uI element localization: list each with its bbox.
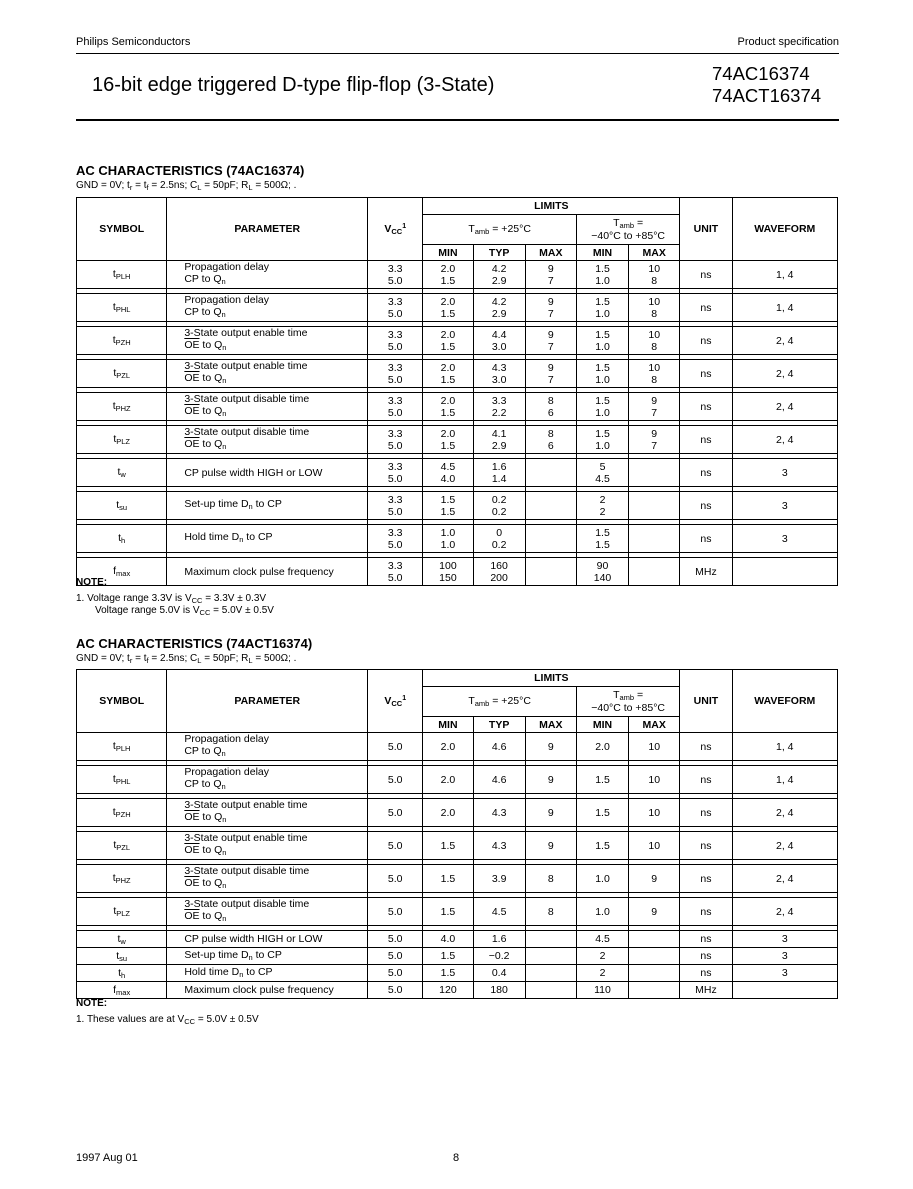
min-cell: 1.5 xyxy=(423,865,473,893)
parameter-cell: 3-State output disable time $\overline{OE}$ to $Q_n$ xyxy=(167,426,368,454)
unit-cell: ns xyxy=(680,492,732,520)
vcc-cell: 5.0 xyxy=(368,948,423,965)
col-typ: TYP xyxy=(473,245,525,261)
min-cell: 100 150 xyxy=(423,558,473,586)
table-row xyxy=(77,799,838,827)
range-max-cell: 10 8 xyxy=(629,360,680,388)
vcc-cell: 5.0 xyxy=(368,766,423,794)
table-row xyxy=(77,832,838,860)
waveform-cell xyxy=(732,982,837,999)
min-cell: 1.5 xyxy=(423,948,473,965)
unit-cell: ns xyxy=(680,965,732,982)
vcc-cell: 5.0 xyxy=(368,898,423,926)
waveform-cell xyxy=(732,558,837,586)
waveform-cell: 1, 4 xyxy=(732,294,837,322)
table-row xyxy=(77,426,838,454)
symbol-cell: $t_{PZL}$ xyxy=(77,360,167,388)
range-min-cell: 1.5 1.0 xyxy=(576,360,628,388)
max-cell: 9 7 xyxy=(525,294,576,322)
min-cell: 1.5 xyxy=(423,832,473,860)
col-t25: $T_{amb} = +25^\circ C$ xyxy=(423,215,577,245)
unit-cell: ns xyxy=(680,832,732,860)
symbol-cell: $t_{PHL}$ xyxy=(77,294,167,322)
range-min-cell: 90 140 xyxy=(576,558,628,586)
symbol-cell: $t_{PHL}$ xyxy=(77,766,167,794)
col-waveform: WAVEFORM xyxy=(732,198,837,261)
parameter-cell: Propagation delay CP to $Q_n$ xyxy=(167,294,368,322)
range-min-cell: 2 xyxy=(576,948,628,965)
parameter-cell: Set-up time $D_n$ to CP xyxy=(167,492,368,520)
range-min-cell: 1.5 1.0 xyxy=(576,327,628,355)
col-min: MIN xyxy=(423,245,473,261)
waveform-cell: 1, 4 xyxy=(732,261,837,289)
waveform-cell: 1, 4 xyxy=(732,766,837,794)
min-cell: 1.5 1.5 xyxy=(423,492,473,520)
range-min-cell: 1.5 1.0 xyxy=(576,261,628,289)
col-vcc: $V_{CC}^1$ xyxy=(368,198,423,261)
parameter-cell: Maximum clock pulse frequency xyxy=(167,982,368,999)
vcc-cell: 5.0 xyxy=(368,832,423,860)
col-unit: UNIT xyxy=(680,670,732,733)
parameter-cell: 3-State output disable time $\overline{OE}$ to $Q_n$ xyxy=(167,898,368,926)
waveform-cell: 2, 4 xyxy=(732,898,837,926)
typ-cell: 1.6 xyxy=(473,931,525,948)
parameter-cell: Propagation delay CP to $Q_n$ xyxy=(167,261,368,289)
range-max-cell: 10 xyxy=(629,766,680,794)
col-waveform: WAVEFORM xyxy=(732,670,837,733)
max-cell xyxy=(525,965,576,982)
unit-cell: ns xyxy=(680,459,732,487)
section1-note-1: 1. Voltage range 3.3V is $V_{CC} = 3.3V \pm 0.3V$ xyxy=(76,593,267,605)
symbol-cell: $t_w$ xyxy=(77,459,167,487)
typ-cell: −0.2 xyxy=(473,948,525,965)
typ-cell: 0.2 0.2 xyxy=(473,492,525,520)
min-cell: 2.0 xyxy=(423,766,473,794)
symbol-cell: $t_{PZH}$ xyxy=(77,799,167,827)
max-cell: 8 6 xyxy=(525,393,576,421)
part-number-1: 74AC16374 xyxy=(712,63,810,84)
footer-date: 1997 Aug 01 xyxy=(76,1152,138,1164)
range-max-cell xyxy=(629,948,680,965)
parameter-cell: Hold time $D_n$ to CP xyxy=(167,525,368,553)
waveform-cell: 2, 4 xyxy=(732,393,837,421)
range-max-cell xyxy=(629,982,680,999)
range-max-cell: 9 xyxy=(629,898,680,926)
max-cell xyxy=(525,459,576,487)
min-cell: 1.0 1.0 xyxy=(423,525,473,553)
symbol-cell: $t_h$ xyxy=(77,965,167,982)
unit-cell: ns xyxy=(680,525,732,553)
col-symbol: SYMBOL xyxy=(77,198,167,261)
table-row xyxy=(77,982,838,999)
waveform-cell: 3 xyxy=(732,948,837,965)
parameter-cell: 3-State output disable time $\overline{OE}$ to $Q_n$ xyxy=(167,865,368,893)
max-cell: 8 xyxy=(525,865,576,893)
waveform-cell: 2, 4 xyxy=(732,799,837,827)
parameter-cell: Propagation delay CP to $Q_n$ xyxy=(167,733,368,761)
typ-cell: 0 0.2 xyxy=(473,525,525,553)
vcc-cell: 5.0 xyxy=(368,865,423,893)
table-row xyxy=(77,327,838,355)
col-range-min: MIN xyxy=(576,245,628,261)
table-row xyxy=(77,733,838,761)
col-unit: UNIT xyxy=(680,198,732,261)
symbol-cell: $t_{su}$ xyxy=(77,492,167,520)
unit-cell: MHz xyxy=(680,982,732,999)
symbol-cell: $t_{PHZ}$ xyxy=(77,393,167,421)
header-rule xyxy=(76,53,839,54)
parameter-cell: 3-State output enable time $\overline{OE}$ to $Q_n$ xyxy=(167,832,368,860)
section2-note-1: 1. These values are at $V_{CC} = 5.0V \pm 0.5V$ xyxy=(76,1014,259,1026)
min-cell: 2.0 1.5 xyxy=(423,393,473,421)
symbol-cell: $t_{PHZ}$ xyxy=(77,865,167,893)
unit-cell: ns xyxy=(680,898,732,926)
unit-cell: ns xyxy=(680,931,732,948)
range-min-cell: 1.5 xyxy=(576,799,628,827)
typ-cell: 4.3 xyxy=(473,832,525,860)
unit-cell: ns xyxy=(680,865,732,893)
max-cell xyxy=(525,982,576,999)
range-max-cell xyxy=(629,525,680,553)
waveform-cell: 3 xyxy=(732,459,837,487)
section2-note-heading: NOTE: xyxy=(76,998,108,1009)
max-cell: 9 xyxy=(525,799,576,827)
range-max-cell xyxy=(629,492,680,520)
table-row xyxy=(77,492,838,520)
col-max: MAX xyxy=(525,717,576,733)
table-row xyxy=(77,766,838,794)
unit-cell: ns xyxy=(680,733,732,761)
parameter-cell: CP pulse width HIGH or LOW xyxy=(167,931,368,948)
max-cell xyxy=(525,492,576,520)
typ-cell: 0.4 xyxy=(473,965,525,982)
waveform-cell: 3 xyxy=(732,492,837,520)
symbol-cell: $t_{PLH}$ xyxy=(77,261,167,289)
waveform-cell: 3 xyxy=(732,965,837,982)
typ-cell: 4.3 xyxy=(473,799,525,827)
typ-cell: 4.3 3.0 xyxy=(473,360,525,388)
range-min-cell: 1.0 xyxy=(576,898,628,926)
parameter-cell: Hold time $D_n$ to CP xyxy=(167,965,368,982)
table-row xyxy=(77,393,838,421)
max-cell xyxy=(525,558,576,586)
section1-note-heading: NOTE: xyxy=(76,577,108,588)
section2-conditions: GND = 0V; $t_r = t_f = 2.5ns$; $C_L = 50pF$; $R_L = 500\Omega$; . xyxy=(76,653,297,665)
vcc-cell: 3.3 5.0 xyxy=(368,459,423,487)
ac-table-74ac xyxy=(76,197,838,586)
vcc-cell: 3.3 5.0 xyxy=(368,393,423,421)
vcc-cell: 3.3 5.0 xyxy=(368,492,423,520)
min-cell: 2.0 1.5 xyxy=(423,360,473,388)
section1-note-2: Voltage range 5.0V is $V_{CC} = 5.0V \pm 0.5V$ xyxy=(95,605,274,617)
table-row xyxy=(77,525,838,553)
section1-conditions: GND = 0V; $t_r = t_f = 2.5ns$; $C_L = 50pF$; $R_L = 500\Omega$; . xyxy=(76,180,297,192)
waveform-cell: 2, 4 xyxy=(732,327,837,355)
symbol-cell: $t_{PZH}$ xyxy=(77,327,167,355)
col-min: MIN xyxy=(423,717,473,733)
vcc-cell: 3.3 5.0 xyxy=(368,327,423,355)
range-max-cell: 10 8 xyxy=(629,294,680,322)
range-max-cell: 10 8 xyxy=(629,261,680,289)
table-row xyxy=(77,261,838,289)
min-cell: 120 xyxy=(423,982,473,999)
unit-cell: ns xyxy=(680,327,732,355)
range-max-cell: 10 xyxy=(629,733,680,761)
min-cell: 2.0 xyxy=(423,799,473,827)
waveform-cell: 2, 4 xyxy=(732,865,837,893)
max-cell: 9 xyxy=(525,733,576,761)
unit-cell: ns xyxy=(680,360,732,388)
table-row xyxy=(77,558,838,586)
parameter-cell: Set-up time $D_n$ to CP xyxy=(167,948,368,965)
typ-cell: 180 xyxy=(473,982,525,999)
range-min-cell: 1.5 xyxy=(576,766,628,794)
table-row xyxy=(77,294,838,322)
symbol-cell: $t_{PLZ}$ xyxy=(77,426,167,454)
range-max-cell: 10 xyxy=(629,832,680,860)
range-max-cell xyxy=(629,931,680,948)
section1-title: AC CHARACTERISTICS (74AC16374) xyxy=(76,163,305,178)
min-cell: 1.5 xyxy=(423,965,473,982)
range-min-cell: 2 xyxy=(576,965,628,982)
part-number-2: 74ACT16374 xyxy=(712,85,822,106)
min-cell: 2.0 1.5 xyxy=(423,261,473,289)
document-title: 16-bit edge triggered D-type flip-flop (3-State) xyxy=(92,74,495,96)
parameter-cell: Propagation delay CP to $Q_n$ xyxy=(167,766,368,794)
max-cell xyxy=(525,931,576,948)
col-parameter: PARAMETER xyxy=(167,198,368,261)
range-min-cell: 2 2 xyxy=(576,492,628,520)
symbol-cell: $f_{max}$ xyxy=(77,558,167,586)
range-min-cell: 1.5 1.0 xyxy=(576,393,628,421)
vcc-cell: 5.0 xyxy=(368,799,423,827)
range-max-cell xyxy=(629,558,680,586)
waveform-cell: 2, 4 xyxy=(732,426,837,454)
unit-cell: ns xyxy=(680,294,732,322)
min-cell: 2.0 1.5 xyxy=(423,327,473,355)
unit-cell: ns xyxy=(680,426,732,454)
vcc-cell: 3.3 5.0 xyxy=(368,261,423,289)
typ-cell: 4.5 xyxy=(473,898,525,926)
vcc-cell: 3.3 5.0 xyxy=(368,525,423,553)
col-limits: LIMITS xyxy=(423,670,680,687)
vcc-cell: 3.3 5.0 xyxy=(368,294,423,322)
waveform-cell: 1, 4 xyxy=(732,733,837,761)
max-cell: 9 xyxy=(525,832,576,860)
range-min-cell: 2.0 xyxy=(576,733,628,761)
typ-cell: 4.2 2.9 xyxy=(473,294,525,322)
parameter-cell: 3-State output enable time $\overline{OE}$ to $Q_n$ xyxy=(167,360,368,388)
range-max-cell: 9 7 xyxy=(629,393,680,421)
typ-cell: 3.9 xyxy=(473,865,525,893)
symbol-cell: $t_{PZL}$ xyxy=(77,832,167,860)
symbol-cell: $t_h$ xyxy=(77,525,167,553)
col-vcc: $V_{CC}^1$ xyxy=(368,670,423,733)
typ-cell: 4.1 2.9 xyxy=(473,426,525,454)
parameter-cell: 3-State output enable time $\overline{OE}$ to $Q_n$ xyxy=(167,799,368,827)
min-cell: 1.5 xyxy=(423,898,473,926)
table-row xyxy=(77,948,838,965)
min-cell: 2.0 xyxy=(423,733,473,761)
parameter-cell: CP pulse width HIGH or LOW xyxy=(167,459,368,487)
min-cell: 2.0 1.5 xyxy=(423,294,473,322)
unit-cell: ns xyxy=(680,261,732,289)
range-max-cell: 10 xyxy=(629,799,680,827)
col-range-max: MAX xyxy=(629,245,680,261)
max-cell xyxy=(525,948,576,965)
typ-cell: 4.4 3.0 xyxy=(473,327,525,355)
unit-cell: ns xyxy=(680,948,732,965)
typ-cell: 3.3 2.2 xyxy=(473,393,525,421)
waveform-cell: 3 xyxy=(732,525,837,553)
max-cell: 9 7 xyxy=(525,327,576,355)
range-min-cell: 5 4.5 xyxy=(576,459,628,487)
range-min-cell: 1.5 1.0 xyxy=(576,426,628,454)
range-max-cell xyxy=(629,459,680,487)
symbol-cell: $t_w$ xyxy=(77,931,167,948)
ac-table-74act xyxy=(76,669,838,999)
parameter-cell: 3-State output enable time $\overline{OE}$ to $Q_n$ xyxy=(167,327,368,355)
table-row xyxy=(77,898,838,926)
col-t25: $T_{amb} = +25^\circ C$ xyxy=(423,687,577,717)
unit-cell: MHz xyxy=(680,558,732,586)
section2-title: AC CHARACTERISTICS (74ACT16374) xyxy=(76,636,313,651)
symbol-cell: $t_{PLH}$ xyxy=(77,733,167,761)
waveform-cell: 3 xyxy=(732,931,837,948)
page-number: 8 xyxy=(453,1152,460,1164)
vcc-cell: 3.3 5.0 xyxy=(368,426,423,454)
col-trange: $T_{amb}$ = −40°C to +85°C xyxy=(576,687,679,717)
company-name: Philips Semiconductors xyxy=(76,36,191,48)
table-row xyxy=(77,865,838,893)
table-row xyxy=(77,459,838,487)
max-cell: 8 6 xyxy=(525,426,576,454)
symbol-cell: $f_{max}$ xyxy=(77,982,167,999)
max-cell: 9 xyxy=(525,766,576,794)
range-min-cell: 1.5 1.0 xyxy=(576,294,628,322)
vcc-cell: 5.0 xyxy=(368,733,423,761)
table-row xyxy=(77,931,838,948)
typ-cell: 1.6 1.4 xyxy=(473,459,525,487)
table-row xyxy=(77,360,838,388)
waveform-cell: 2, 4 xyxy=(732,360,837,388)
range-min-cell: 4.5 xyxy=(576,931,628,948)
min-cell: 4.0 xyxy=(423,931,473,948)
col-trange: $T_{amb}$ = −40°C to +85°C xyxy=(576,215,679,245)
min-cell: 4.5 4.0 xyxy=(423,459,473,487)
max-cell xyxy=(525,525,576,553)
col-max: MAX xyxy=(525,245,576,261)
symbol-cell: $t_{PLZ}$ xyxy=(77,898,167,926)
range-min-cell: 1.5 xyxy=(576,832,628,860)
unit-cell: ns xyxy=(680,766,732,794)
col-parameter: PARAMETER xyxy=(167,670,368,733)
typ-cell: 4.6 xyxy=(473,766,525,794)
vcc-cell: 5.0 xyxy=(368,931,423,948)
col-typ: TYP xyxy=(473,717,525,733)
typ-cell: 4.6 xyxy=(473,733,525,761)
max-cell: 9 7 xyxy=(525,360,576,388)
max-cell: 9 7 xyxy=(525,261,576,289)
vcc-cell: 3.3 5.0 xyxy=(368,558,423,586)
vcc-cell: 5.0 xyxy=(368,965,423,982)
parameter-cell: Maximum clock pulse frequency xyxy=(167,558,368,586)
col-symbol: SYMBOL xyxy=(77,670,167,733)
symbol-cell: $t_{su}$ xyxy=(77,948,167,965)
unit-cell: ns xyxy=(680,799,732,827)
title-rule xyxy=(76,119,839,121)
range-min-cell: 1.5 1.5 xyxy=(576,525,628,553)
col-limits: LIMITS xyxy=(423,198,680,215)
typ-cell: 160 200 xyxy=(473,558,525,586)
doc-type: Product specification xyxy=(737,36,839,48)
unit-cell: ns xyxy=(680,393,732,421)
part-numbers xyxy=(712,63,821,107)
range-max-cell: 9 xyxy=(629,865,680,893)
min-cell: 2.0 1.5 xyxy=(423,426,473,454)
range-min-cell: 110 xyxy=(576,982,628,999)
range-max-cell: 9 7 xyxy=(629,426,680,454)
table-row xyxy=(77,965,838,982)
vcc-cell: 5.0 xyxy=(368,982,423,999)
typ-cell: 4.2 2.9 xyxy=(473,261,525,289)
vcc-cell: 3.3 5.0 xyxy=(368,360,423,388)
range-max-cell xyxy=(629,965,680,982)
waveform-cell: 2, 4 xyxy=(732,832,837,860)
parameter-cell: 3-State output disable time $\overline{OE}$ to $Q_n$ xyxy=(167,393,368,421)
col-range-min: MIN xyxy=(576,717,628,733)
col-range-max: MAX xyxy=(629,717,680,733)
range-max-cell: 10 8 xyxy=(629,327,680,355)
max-cell: 8 xyxy=(525,898,576,926)
range-min-cell: 1.0 xyxy=(576,865,628,893)
